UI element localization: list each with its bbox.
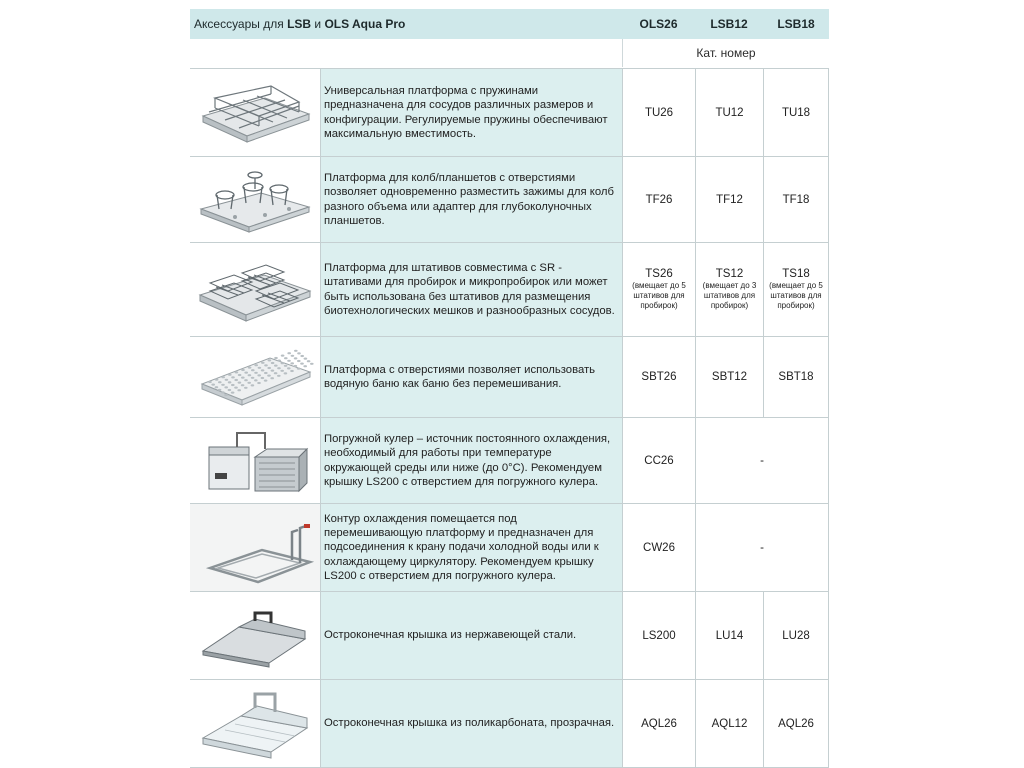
row-description: Остроконечная крышка из нержавеющей стали. <box>321 592 622 679</box>
catalog-code-lsb12: TU12 <box>695 69 763 156</box>
perforated-platform-image <box>190 337 321 417</box>
catalog-code-lsb18: LU28 <box>763 592 829 679</box>
row-description: Остроконечная крышка из поликарбоната, прозрачная. <box>321 680 622 767</box>
catalog-code-lsb18: TU18 <box>763 69 829 156</box>
row-description: Погружной кулер – источник постоянного охлаждения, необходимый для работы при температуре окружающей среды или ниже (до 0°С). Рекомендуем крышку LS200 с отверстием для погружного кулера. <box>321 418 622 503</box>
catalog-code-lsb18: TS18 (вмещает до 5 штативов для пробирок) <box>763 243 829 336</box>
row-description: Контур охлаждения помещается под перемешивающую платформу и предназначен для подсоединения к крану подачи холодной воды или к охлаждающему циркулятору. Рекомендуем крышку LS200 с отверстием для погружного кулера. <box>321 504 622 591</box>
catalog-code-not-available: - <box>695 504 829 591</box>
catalog-code-not-available: - <box>695 418 829 503</box>
table-row <box>190 591 829 679</box>
universal-platform-image <box>190 69 321 156</box>
table-row <box>190 503 829 591</box>
table-header <box>190 9 829 39</box>
flask-platform-image <box>190 157 321 242</box>
column-header-ols26: OLS26 <box>639 17 678 31</box>
table-row <box>190 336 829 417</box>
table-row <box>190 68 829 156</box>
catalog-code-ols26: LS200 <box>622 592 695 679</box>
catalog-code-lsb18: SBT18 <box>763 337 829 417</box>
catalog-code-lsb12: AQL12 <box>695 680 763 767</box>
column-header-lsb12: LSB12 <box>710 17 748 31</box>
capacity-note: (вмещает до 3 штативов для пробирок) <box>702 281 757 310</box>
table-row <box>190 417 829 503</box>
cooling-coil-image <box>190 504 321 591</box>
catalog-code-lsb12: SBT12 <box>695 337 763 417</box>
catalog-code-ols26: SBT26 <box>622 337 695 417</box>
catalog-code-ols26: TS26 (вмещает до 5 штативов для пробирок) <box>622 243 695 336</box>
column-header-lsb18: LSB18 <box>777 17 815 31</box>
catalog-code-lsb12: LU14 <box>695 592 763 679</box>
catalog-code-ols26: AQL26 <box>622 680 695 767</box>
catalog-code-lsb12: TS12 (вмещает до 3 штативов для пробирок) <box>695 243 763 336</box>
catalog-code-ols26: TU26 <box>622 69 695 156</box>
immersion-cooler-image <box>190 418 321 503</box>
capacity-note: (вмещает до 5 штативов для пробирок) <box>632 281 686 310</box>
catalog-code-ols26: TF26 <box>622 157 695 242</box>
catalog-number-label: Кат. номер <box>622 39 829 67</box>
row-description: Платформа с отверстиями позволяет использовать водяную баню как баню без перемешивания. <box>321 337 622 417</box>
table-row <box>190 242 829 336</box>
catalog-code-ols26: CC26 <box>622 418 695 503</box>
table-title: Аксессуары для LSB и OLS Aqua Pro <box>194 17 406 31</box>
table-row <box>190 156 829 242</box>
row-description: Платформа для колб/планшетов с отверстиями позволяет одновременно разместить зажимы для колб разного объема или адаптер для глубоколуночных планшетов. <box>321 157 622 242</box>
catalog-code-lsb12: TF12 <box>695 157 763 242</box>
table-row <box>190 679 829 768</box>
row-description: Платформа для штативов совместима с SR - штативами для пробирок и микропробирок или может быть использована без штативов для размещения биотехнологических мешков и разнообразных сосудов. <box>321 243 622 336</box>
rack-platform-image <box>190 243 321 336</box>
capacity-note: (вмещает до 5 штативов для пробирок) <box>769 281 823 310</box>
catalog-code-lsb18: AQL26 <box>763 680 829 767</box>
catalog-code-lsb18: TF18 <box>763 157 829 242</box>
polycarbonate-lid-image <box>190 680 321 767</box>
catalog-code-ols26: CW26 <box>622 504 695 591</box>
row-description: Универсальная платформа с пружинами предназначена для сосудов различных размеров и конфигурации. Регулируемые пружины обеспечивают максимальную вместимость. <box>321 69 622 156</box>
steel-lid-image <box>190 592 321 679</box>
